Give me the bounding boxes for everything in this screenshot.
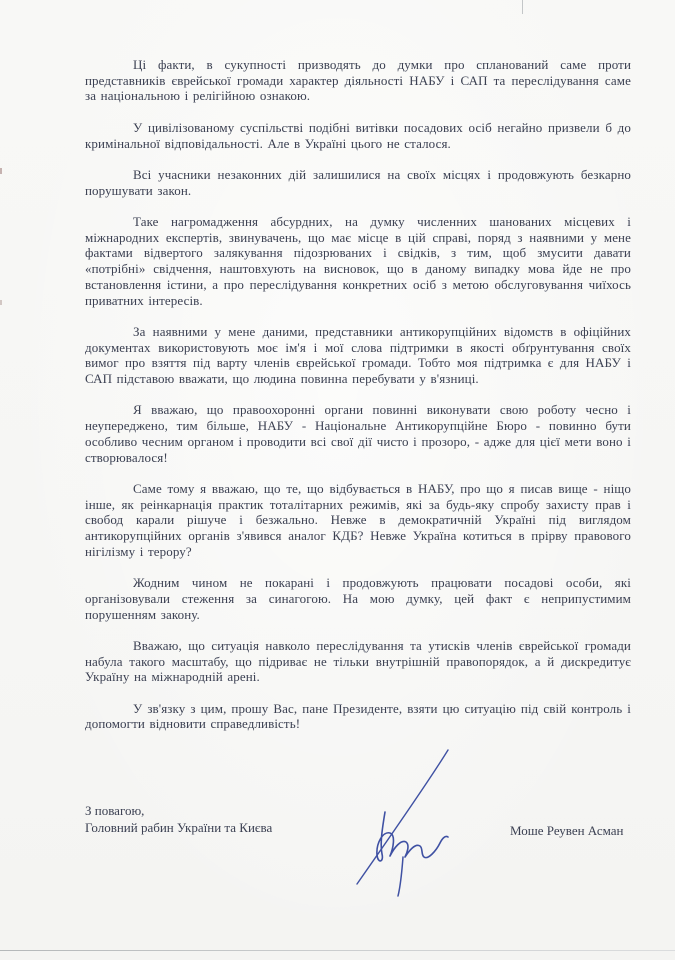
letter-paragraph: Таке нагромадження абсурдних, на думку численних шанованих місцевих і міжнародних експертів, звинувачень, що має місце в цій справі, поряд з наявними у мене фактами відвертого залякування підозрюваних і свідків, з тим, щоб змусити давати «потрібні» свідчення, наштовхують на висновок, що в даному випадку мова йде не про встановлення істини, а про переслідування конкретних осіб з метою обслуговування чиїхось приватних інтересів.: [85, 213, 631, 308]
sender-name: Моше Реувен Асман: [510, 823, 624, 838]
letter-paragraph: Всі учасники незаконних дій залишилися на своїх місцях і продовжують безкарно порушувати закон.: [85, 166, 631, 198]
letter-body: [85, 57, 631, 748]
letter-paragraph: Жодним чином не покарані і продовжують працювати посадові особи, які організовували стеження за синагогою. На мою думку, цей факт є неприпустимим порушенням закону.: [85, 575, 631, 622]
closing-left-block: [85, 802, 345, 836]
closing-salutation: З повагою,: [85, 803, 145, 818]
letter-paragraph: За наявними у мене даними, представники антикорупційних відомств в офіційних документах використовують моє ім'я і мої слова підтримки в якості обґрунтування своїх вимог про взяття під варту членів єврейської громади. Тобто моя підтримка є для НАБУ і САП підставою вважати, що людина повинна перебувати у в'язниці.: [85, 323, 631, 386]
letter-paragraph: У цивілізованому суспільстві подібні витівки посадових осіб негайно призвели б до кримінальної відповідальності. Але в Україні цього не сталося.: [85, 119, 631, 151]
letter-paragraph: У зв'язку з цим, прошу Вас, пане Президенте, взяти цю ситуацію під свій контроль і допомогти відновити справедливість!: [85, 700, 631, 732]
scan-edge-line: [0, 950, 675, 951]
handwritten-signature: [340, 744, 470, 904]
sender-title: Головний рабин України та Києва: [85, 820, 273, 835]
scan-speck: [0, 300, 2, 305]
letter-paragraph: Саме тому я вважаю, що те, що відбувається в НАБУ, про що я писав вище - ніщо інше, як реінкарнація практик тоталітарних режимів, які за будь-яку спробу захисту прав і свобод карали рішуче і безжально. Невже в демократичній Україні під виглядом антикорупційних органів з'явився аналог КДБ? Невже Україна котиться в прірву правового нігілізму і терору?: [85, 480, 631, 559]
letter-paragraph: Вважаю, що ситуація навколо переслідування та утисків членів єврейської громади набула такого масштабу, що підриває не тільки внутрішній правопорядок, а й дискредитує Україну на міжнародній арені.: [85, 637, 631, 685]
scan-crease-mark: [522, 0, 523, 14]
letter-paragraph: Я вважаю, що правоохоронні органи повинні виконувати свою роботу чесно і неупереджено, тим більше, НАБУ - Національне Антикорупційне Бюро - повинно бути особливо чесним органом і проводити всі свої дії чисто і прозоро, - адже для цієї мети воно і створювалося!: [85, 402, 631, 465]
letter-paragraph: Ці факти, в сукупності призводять до думки про спланований саме проти представників єврейської громади характер діяльності НАБУ і САП та переслідування саме за національною і релігійною ознакою.: [85, 57, 631, 104]
scan-speck: [0, 168, 2, 174]
